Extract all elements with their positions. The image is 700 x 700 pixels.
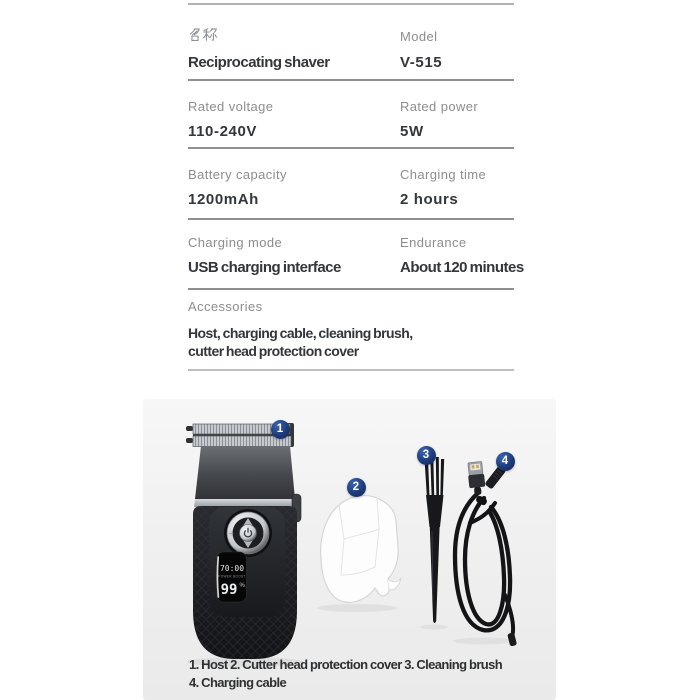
badge-host: 1 (271, 420, 290, 439)
product-photo-panel (143, 399, 556, 700)
brush-shadow (420, 625, 448, 630)
control-dial (224, 509, 272, 557)
endurance-value: About 120 minutes (400, 259, 524, 276)
shaver-silver-band (194, 499, 296, 507)
rated-power-value: 5W (400, 123, 424, 140)
shaver-illustration (186, 423, 301, 659)
name-label-kanji (188, 28, 217, 42)
cable-shadow (453, 638, 513, 645)
cover-hook (388, 578, 401, 590)
name-value: Reciprocating shaver (188, 54, 330, 71)
rated-voltage-label: Rated voltage (188, 99, 274, 114)
shaver-head-base (195, 446, 295, 499)
divider-row-1 (188, 79, 514, 81)
led-display (217, 552, 247, 602)
cable-end-plug (507, 632, 517, 646)
charging-mode-value: USB charging interface (188, 259, 341, 276)
dial-plus-label: + (228, 528, 234, 539)
accessories-value-line2: cutter head protection cover (188, 343, 359, 359)
charging-cable-illustration (455, 461, 517, 646)
usb-connector-icon (467, 461, 486, 495)
name-label-text (0, 0, 1, 1)
charging-time-label: Charging time (400, 167, 487, 182)
endurance-label: Endurance (400, 235, 467, 250)
badge-cable: 4 (496, 452, 515, 471)
divider-row-4 (188, 288, 514, 290)
divider-top (188, 3, 514, 5)
battery-capacity-value: 1200mAh (188, 191, 259, 208)
rated-voltage-value: 110-240V (188, 123, 258, 140)
display-battery-level: 99 (220, 582, 238, 598)
charging-mode-label: Charging mode (188, 235, 283, 250)
protection-cover-illustration (321, 496, 401, 603)
cleaning-brush-illustration (425, 457, 445, 623)
kanji-ming-icon (188, 28, 202, 42)
divider-row-2 (188, 147, 514, 149)
display-time: 70:00 (219, 564, 245, 573)
badge-brush: 3 (417, 446, 436, 465)
model-value: V-515 (400, 54, 443, 71)
dial-minus-label: − (262, 528, 268, 539)
rated-power-label: Rated power (400, 99, 479, 114)
product-illustration (143, 399, 556, 700)
charging-time-value: 2 hours (400, 191, 459, 208)
cover-shadow (317, 604, 397, 612)
divider-row-3 (188, 218, 514, 220)
divider-bottom (188, 369, 514, 371)
caption-line-2: 4. Charging cable (189, 675, 287, 690)
model-label: Model (400, 29, 438, 44)
battery-capacity-label: Battery capacity (188, 167, 287, 182)
display-percent-sign: % (239, 583, 245, 589)
accessories-label: Accessories (188, 299, 263, 314)
display-mode-text: POWER BOOST (218, 574, 246, 579)
accessories-value-line1: Host, charging cable, cleaning brush, (188, 325, 413, 341)
caption-line-1: 1. Host 2. Cutter head protection cover 3. Cleaning brush (189, 657, 503, 672)
kanji-cheng-icon (203, 28, 217, 42)
badge-cover: 2 (347, 478, 366, 497)
